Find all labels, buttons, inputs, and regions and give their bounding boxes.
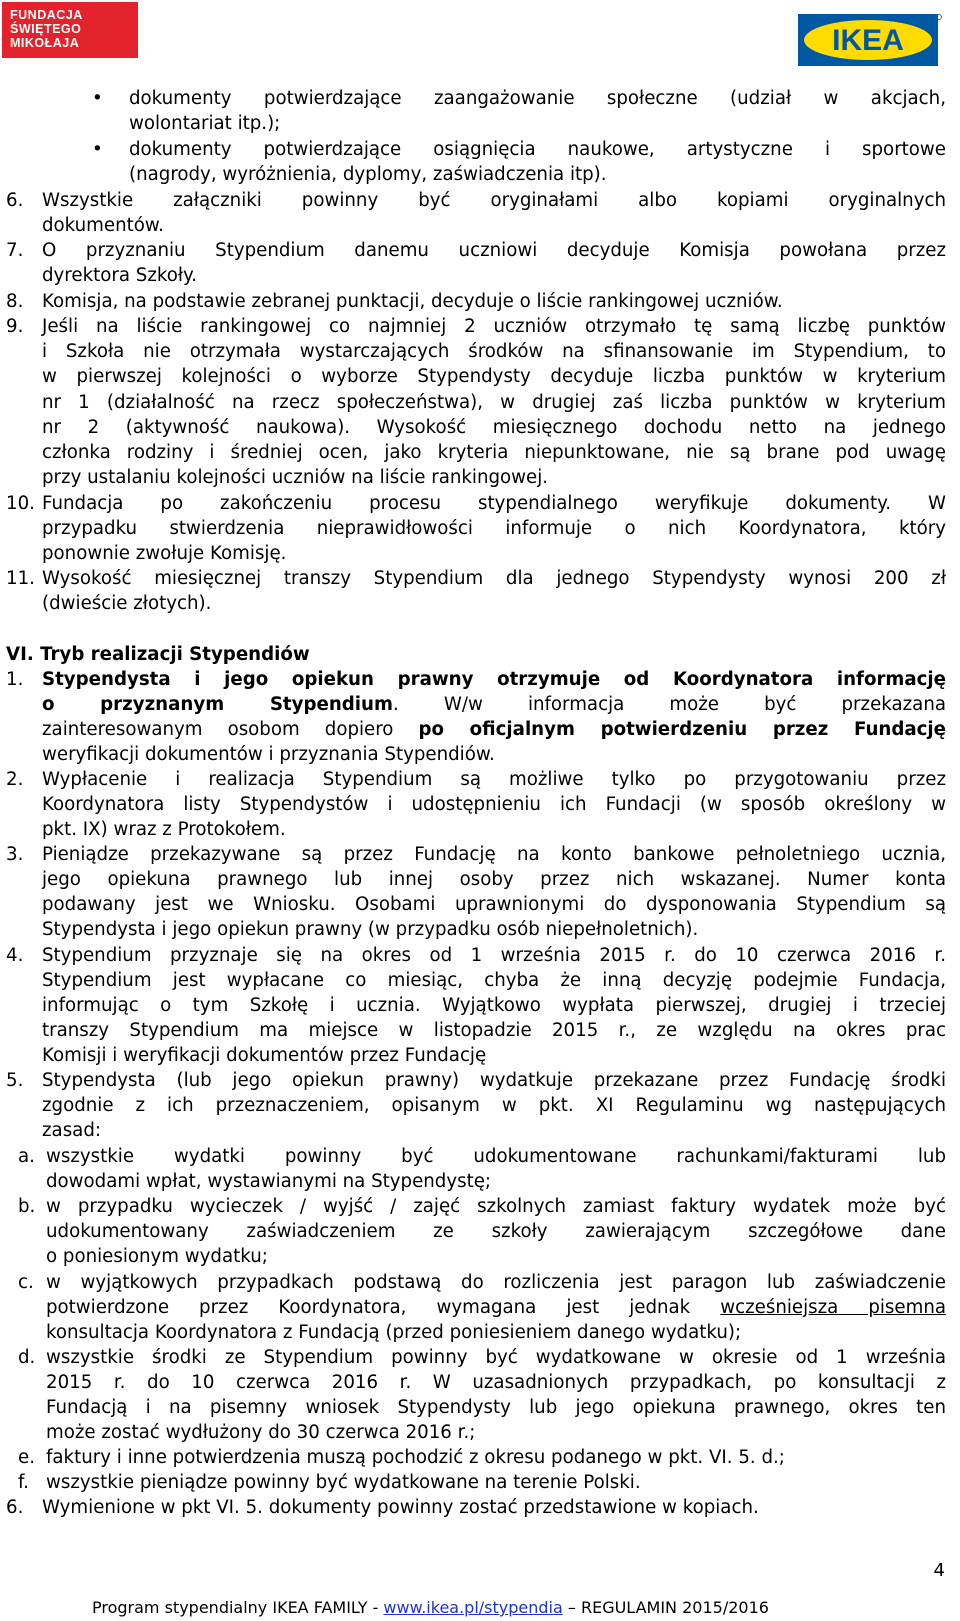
subitem-text-start: potwierdzone przez Koordynatora, wymagana jest jednak	[46, 1297, 721, 1318]
fund-logo-line: ŚWIĘTEGO	[10, 22, 82, 36]
item-text: jego opiekuna prawnego lub innej osoby przez nich wskazanej. Numer konta	[42, 869, 946, 890]
subitem-letter: b.	[18, 1196, 36, 1217]
item-text: pkt. IX) wraz z Protokołem.	[42, 819, 286, 840]
item-number: 6.	[6, 190, 24, 211]
item-text: Wysokość miesięcznej transzy Stypendium dla jednego Stypendysty wynosi 200 zł	[42, 568, 946, 589]
item-text: Stypendium jest wypłacane co miesiąc, chyba że inną decyzję podejmie Fundacja,	[42, 970, 946, 991]
subitem-text: 2015 r. do 10 czerwca 2016 r. W uzasadnionych przypadkach, po konsultacji z	[46, 1372, 946, 1393]
item-text: i Szkoła nie otrzymała wystarczających środków na sfinansowanie im Stypendium, to	[42, 341, 946, 362]
ikea-logo	[798, 14, 942, 66]
bullet-text: wolontariat itp.);	[129, 113, 281, 134]
item-text: Stypendium przyznaje się na okres od 1 września 2015 r. do 10 czerwca 2016 r.	[42, 945, 946, 966]
item-text: O przyznaniu Stypendium danemu uczniowi decyduje Komisja powołana przez	[42, 240, 946, 261]
bullet-text: dokumenty potwierdzające zaangażowanie społeczne (udział w akcjach,	[129, 88, 946, 109]
item-text: przypadku stwierdzenia nieprawidłowości informuje o nich Koordynatora, który	[42, 518, 946, 539]
subitem-text: Fundacją i na pisemny wniosek Stypendysty lub jego opiekuna prawnego, okres ten	[46, 1397, 946, 1418]
item-text	[42, 692, 946, 717]
item-text: Komisja, na podstawie zebranej punktacji, decyduje o liście rankingowej uczniów.	[42, 291, 783, 312]
item-number: 7.	[6, 240, 24, 261]
footer-suffix: – REGULAMIN 2015/2016	[562, 1598, 769, 1617]
bullet-icon: •	[92, 139, 103, 160]
item-text: nr 1 (działalność na rzecz społeczeństwa), w drugiej zaś liczba punktów w kryterium	[42, 392, 946, 413]
item-text: dyrektora Szkoły.	[42, 265, 197, 286]
item-text: Koordynatora listy Stypendystów i udostępnieniu ich Fundacji (w sposób określony w	[42, 794, 946, 815]
footer-link[interactable]: www.ikea.pl/stypendia	[383, 1598, 563, 1617]
subitem-letter: c.	[18, 1272, 34, 1293]
footer-prefix: Program stypendialny IKEA FAMILY -	[92, 1598, 384, 1617]
section-title: VI. Tryb realizacji Stypendiów	[6, 644, 310, 665]
item-number: 5.	[6, 1070, 24, 1091]
subitem-letter: d.	[18, 1347, 36, 1368]
item-text: Jeśli na liście rankingowej co najmniej 2 uczniów otrzymało tę samą liczbę punktów	[42, 316, 946, 337]
item-text: (dwieście złotych).	[42, 593, 212, 614]
subitem-letter: f.	[18, 1472, 29, 1493]
footer	[92, 1598, 769, 1617]
item-text: nr 2 (aktywność naukowa). Wysokość miesięcznego dochodu netto na jednego	[42, 417, 946, 438]
subitem-text	[46, 1295, 946, 1320]
item-text: zasad:	[42, 1120, 101, 1141]
item-text: dokumentów.	[42, 215, 164, 236]
item-number: 2.	[6, 769, 24, 790]
item-number: 3.	[6, 844, 24, 865]
item-number: 10.	[6, 493, 35, 514]
item-number: 11.	[6, 568, 35, 589]
bullet-icon: •	[92, 88, 103, 109]
item-text: Stypendysta (lub jego opiekun prawny) wydatkuje przekazane przez Fundację środki	[42, 1070, 946, 1091]
item-text: podawany jest we Wniosku. Osobami uprawnionymi do dysponowania Stypendium są	[42, 894, 946, 915]
bullet-text: dokumenty potwierdzające osiągnięcia naukowe, artystyczne i sportowe	[129, 139, 946, 160]
fundacja-logo	[2, 2, 138, 58]
item-text-start: zainteresowanym osobom dopiero	[42, 719, 419, 740]
ikea-logo-text: IKEA	[832, 24, 904, 57]
subitem-text: konsultacja Koordynatora z Fundacją (przed poniesieniem danego wydatku);	[46, 1322, 742, 1343]
item-number: 8.	[6, 291, 24, 312]
subitem-text: wszystkie środki ze Stypendium powinny być wydatkowane w okresie od 1 września	[46, 1347, 946, 1368]
item-text: transzy Stypendium ma miejsce w listopadzie 2015 r., ze względu na okres prac	[42, 1020, 946, 1041]
subitem-text: może zostać wydłużony do 30 czerwca 2016 r.;	[46, 1422, 476, 1443]
item-text: weryfikacji dokumentów i przyznania Stypendiów.	[42, 744, 495, 765]
item-number: 1.	[6, 669, 24, 690]
subitem-text: dowodami wpłat, wystawianymi na Stypendystę;	[46, 1171, 492, 1192]
item-text: Wszystkie załączniki powinny być oryginałami albo kopiami oryginalnych	[42, 190, 946, 211]
item-number: 9.	[6, 316, 24, 337]
item-text: Wymienione w pkt VI. 5. dokumenty powinny zostać przedstawione w kopiach.	[42, 1497, 759, 1518]
item-text-rest: . W/w informacja może być przekazana	[392, 694, 946, 715]
item-text: w pierwszej kolejności o wyborze Stypendysty decyduje liczba punktów w kryterium	[42, 366, 946, 387]
subitem-text: wszystkie wydatki powinny być udokumentowane rachunkami/fakturami lub	[46, 1146, 946, 1167]
item-text: Fundacja po zakończeniu procesu stypendialnego weryfikuje dokumenty. W	[42, 493, 946, 514]
item-text: Stypendysta i jego opiekun prawny otrzymuje od Koordynatora informację	[42, 669, 946, 690]
item-text: Pieniądze przekazywane są przez Fundację na konto bankowe pełnoletniego ucznia,	[42, 844, 946, 865]
subitem-text: udokumentowany zaświadczeniem ze szkoły zawierającym szczegółowe dane	[46, 1221, 946, 1242]
item-text: informując o tym Szkołę i ucznia. Wyjątkowo wypłata pierwszej, drugiej i trzeciej	[42, 995, 946, 1016]
subitem-text: wszystkie pieniądze powinny być wydatkowane na terenie Polski.	[46, 1472, 641, 1493]
item-text: Wypłacenie i realizacja Stypendium są możliwe tylko po przygotowaniu przez	[42, 769, 946, 790]
item-text	[42, 717, 946, 742]
subitem-text: o poniesionym wydatku;	[46, 1246, 268, 1267]
item-text-bold: o przyznanym Stypendium	[42, 694, 393, 715]
underlined-text: wcześniejsza pisemna	[720, 1297, 946, 1318]
item-number: 6.	[6, 1497, 24, 1518]
item-number: 4.	[6, 945, 24, 966]
item-text: Komisji i weryfikacji dokumentów przez Fundację	[42, 1045, 487, 1066]
item-text: przy ustalaniu kolejności uczniów na liście rankingowej.	[42, 467, 549, 488]
item-text: Stypendysta i jego opiekun prawny (w przypadku osób niepełnoletnich).	[42, 919, 699, 940]
subitem-letter: a.	[18, 1146, 35, 1167]
item-text: zgodnie z ich przeznaczeniem, opisanym w pkt. XI Regulaminu wg następujących	[42, 1095, 946, 1116]
item-text: ponownie zwołuje Komisję.	[42, 543, 287, 564]
bullet-text: (nagrody, wyróżnienia, dyplomy, zaświadczenia itp).	[129, 164, 607, 185]
subitem-text: w przypadku wycieczek / wyjść / zajęć szkolnych zamiast faktury wydatek może być	[46, 1196, 946, 1217]
fund-logo-line: MIKOŁAJA	[10, 36, 80, 50]
subitem-text: w wyjątkowych przypadkach podstawą do rozliczenia jest paragon lub zaświadczenie	[46, 1272, 946, 1293]
subitem-letter: e.	[18, 1447, 35, 1468]
item-text: członka rodziny i średniej ocen, jako kryteria niepunktowane, nie są brane pod uwagę	[42, 442, 946, 463]
page-number: 4	[933, 1560, 945, 1581]
fund-logo-line: FUNDACJA	[10, 8, 83, 22]
item-text-bold: po oficjalnym potwierdzeniu przez Fundację	[418, 719, 947, 740]
subitem-text: faktury i inne potwierdzenia muszą pochodzić z okresu podanego w pkt. VI. 5. d.;	[46, 1447, 785, 1468]
